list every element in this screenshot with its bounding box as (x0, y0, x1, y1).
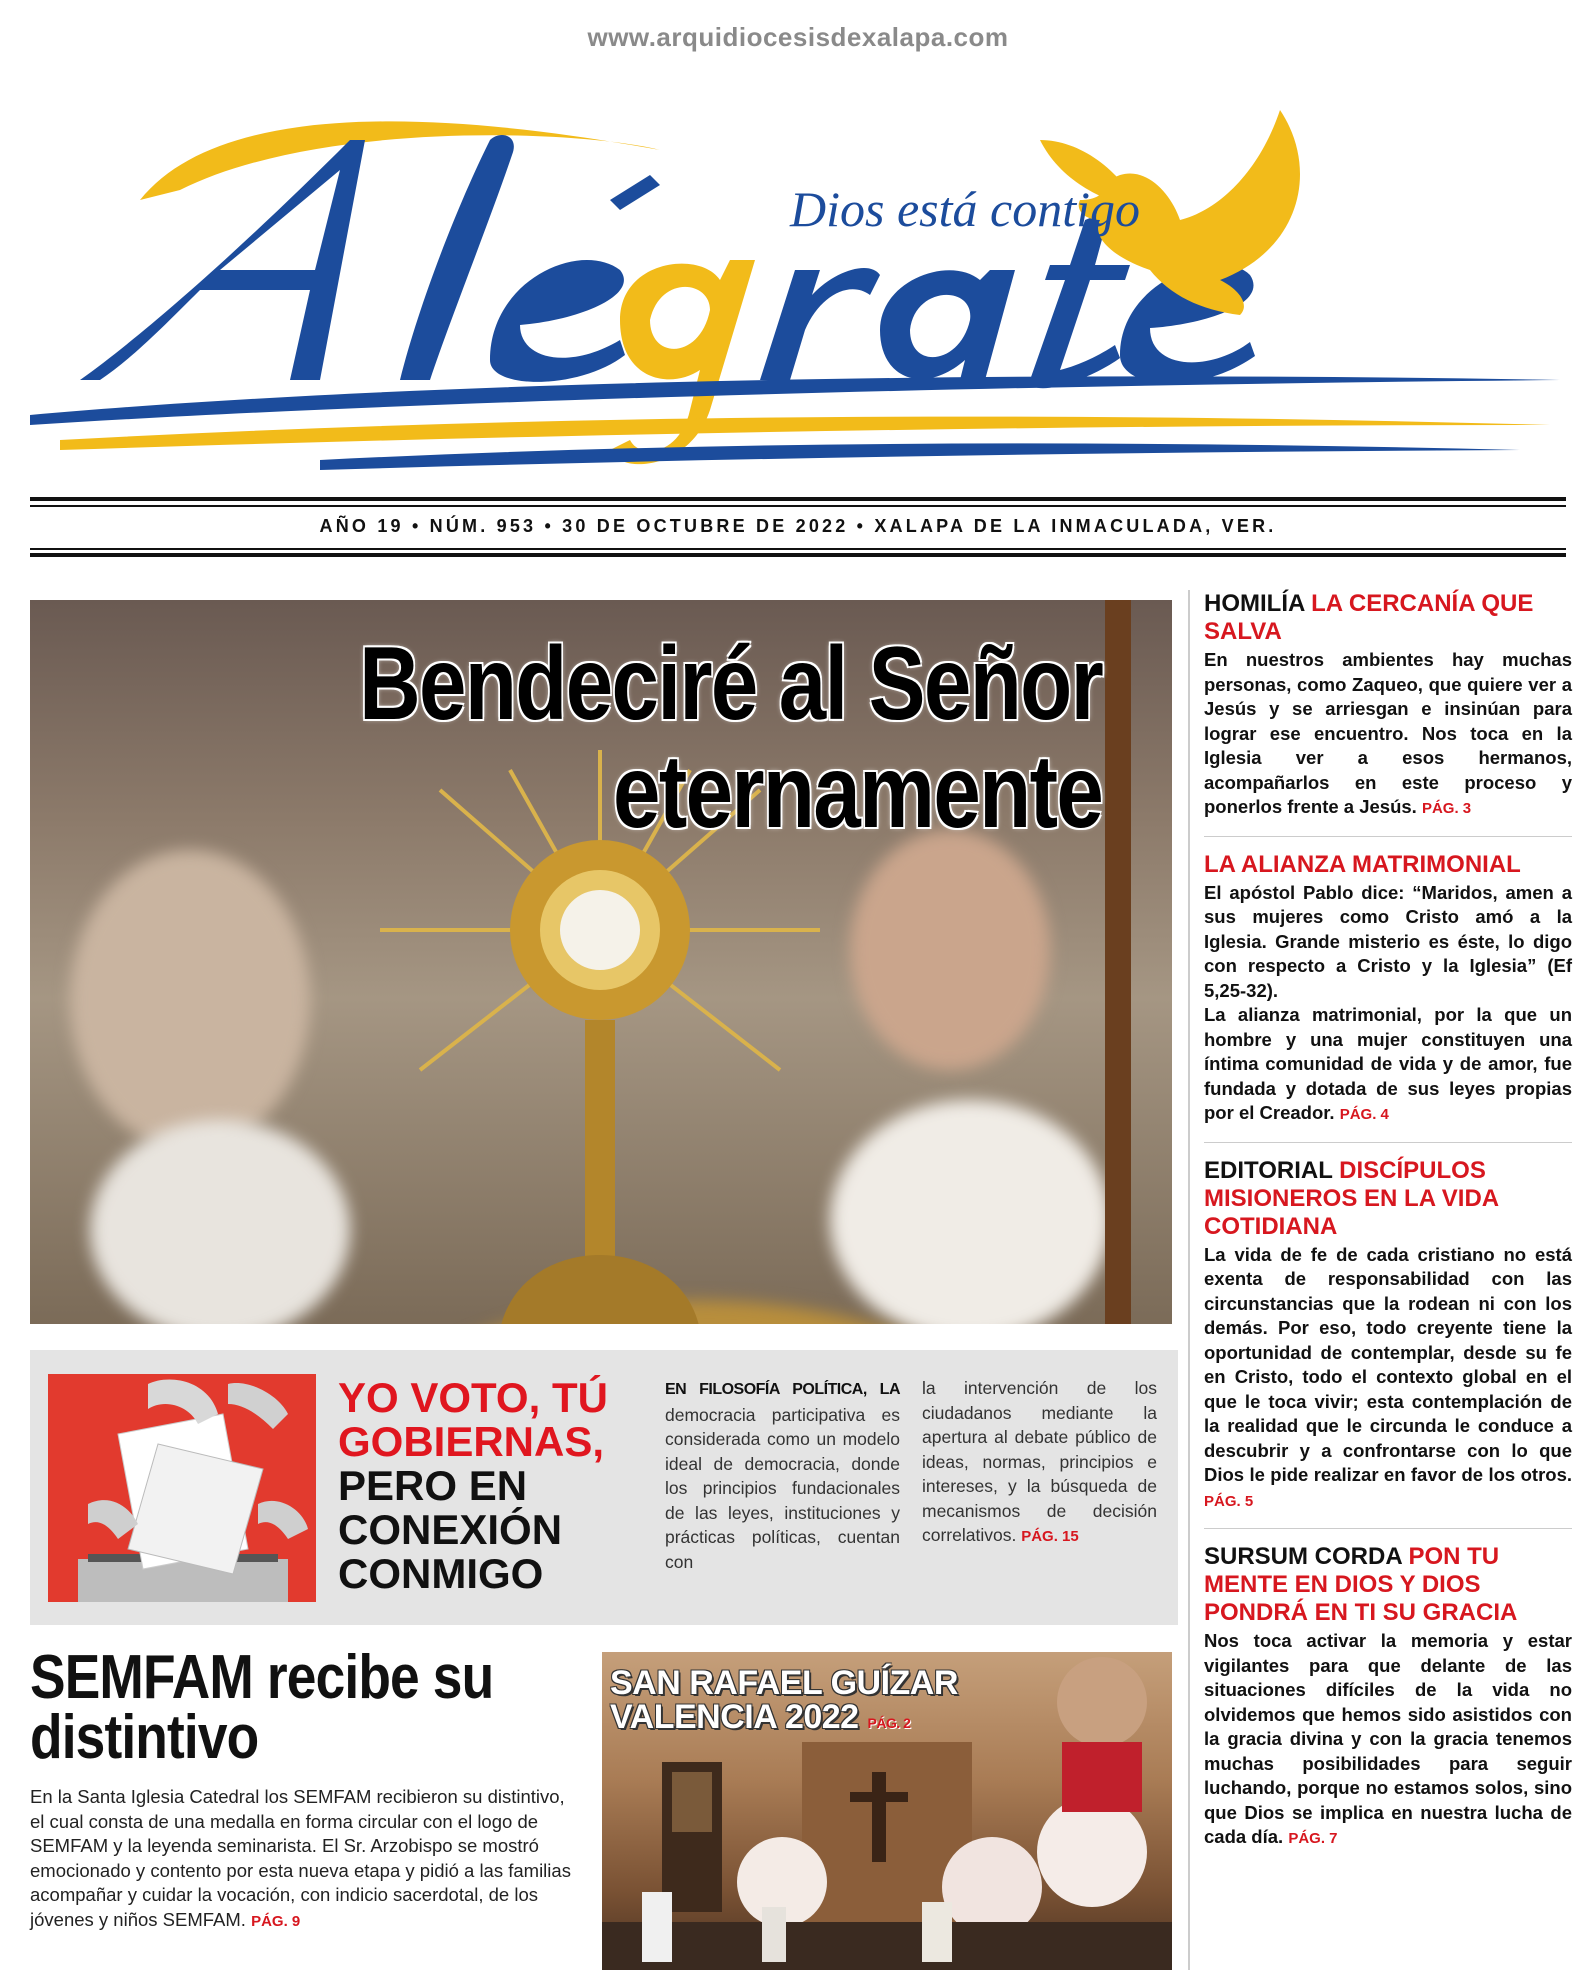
page-reference[interactable]: PÁG. 7 (1288, 1830, 1338, 1847)
vote-text: la intervención de los ciudadanos mediante la apertura al debate público de ideas, normas, principios e intereses, y la búsqueda de mecanismos de decisión correlativos. (922, 1378, 1157, 1545)
ballot-box-image (48, 1374, 316, 1602)
hero-photo[interactable] (30, 600, 1172, 1324)
hero-headline[interactable] (358, 626, 1102, 850)
article-summary-text: La alianza matrimonial, por la que un hombre y una mujer constituyen una íntima comunidad de vida y de amor, fue fundada y dotada de sus leyes propias por el Creador. (1204, 1004, 1572, 1123)
hero-headline-line: eternamente (612, 734, 1102, 850)
vote-lead: EN FILOSOFÍA POLÍTICA, LA (665, 1381, 900, 1398)
article-title: LA CERCANÍA QUE SALVA (1204, 590, 1534, 645)
vote-text: democracia participativa es considerada como un modelo ideal de democracia, donde los principios fundacionales de las leyes, instituciones y prácticas políticas, cuentan con (665, 1404, 900, 1572)
page-reference[interactable]: PÁG. 9 (251, 1912, 301, 1930)
san-rafael-headline-line: VALENCIA 2022 (610, 1698, 859, 1736)
tagline: Dios está contigo (790, 181, 1140, 237)
website-url[interactable]: www.arquidiocesisdexalapa.com (587, 22, 1009, 52)
vote-headline-red: YO VOTO, TÚ GOBIERNAS, (338, 1374, 608, 1465)
sidebar (1188, 590, 1572, 1970)
vote-text-column (922, 1376, 1157, 1550)
semfam-headline[interactable]: SEMFAM recibe su distintivo (30, 1643, 494, 1772)
article-summary-text: En nuestros ambientes hay muchas personas, como Zaqueo, que quiere ver a Jesús y se arriesgan e insinúan para lograr ese encuentro. Nos toca en la Iglesia ver a esos hermanos, acompañarlos en este proceso y ponerlos frente a Jesús. (1204, 649, 1572, 817)
article-headline[interactable] (1204, 590, 1572, 646)
article-headline[interactable] (1204, 1543, 1572, 1627)
vote-text-column (665, 1376, 900, 1574)
article-kicker: SURSUM CORDA (1204, 1543, 1402, 1570)
vote-headline[interactable] (338, 1376, 668, 1596)
masthead-rule (30, 505, 1566, 507)
sidebar-article[interactable] (1204, 1543, 1572, 1866)
masthead (20, 80, 1580, 480)
processional-cross-staff (1105, 600, 1131, 1324)
article-summary (1204, 1243, 1572, 1515)
article-summary (1204, 648, 1572, 822)
article-summary-text: Nos toca activar la memoria y estar vigilantes para que delante de las situaciones difíciles de la vida no olvidemos que hemos sido asistidos con la gracia divina y con la gracia tenemos muchas posibilidades para seguir luchando, porque no estamos solos, sino que Dios se implica en nuestra lucha de cada día. (1204, 1630, 1572, 1847)
article-kicker: EDITORIAL (1204, 1156, 1333, 1184)
sidebar-article[interactable] (1204, 590, 1572, 837)
article-summary-text: El apóstol Pablo dice: “Maridos, amen a sus mujeres como Cristo amó a la Iglesia. Grande misterio es éste, lo digo con respecto a Cristo y la Iglesia” (Ef 5,25-32). (1204, 881, 1572, 1001)
san-rafael-headline-line: SAN RAFAEL GUÍZAR (610, 1664, 958, 1702)
page-reference[interactable]: PÁG. 3 (1421, 800, 1472, 817)
article-summary (1204, 881, 1572, 1128)
vote-headline-black: PERO EN CONEXIÓN CONMIGO (338, 1462, 563, 1597)
article-summary (1204, 1629, 1572, 1852)
article-kicker: HOMILÍA (1204, 590, 1305, 617)
page-reference[interactable]: PÁG. 15 (1021, 1528, 1079, 1545)
article-title: PON TU MENTE EN DIOS Y DIOS PONDRÁ EN TI SU GRACIA (1204, 1543, 1518, 1626)
logo-graphic (20, 80, 1580, 480)
semfam-summary-text: En la Santa Iglesia Catedral los SEMFAM recibieron su distintivo, el cual consta de una medalla en forma circular con el logo de SEMFAM y la leyenda seminarista. El Sr. Arzobispo se mostró emocionado y contento por esta nueva etapa y pidió a las familias acompañar y cuidar la vocación, con indicio sacerdotal, de los jóvenes y niños SEMFAM. (30, 1786, 571, 1930)
page-reference[interactable]: PÁG. 5 (1204, 1492, 1254, 1510)
article-headline[interactable] (1204, 851, 1572, 879)
article-headline[interactable] (1204, 1157, 1572, 1241)
page-reference[interactable]: PÁG. 2 (867, 1715, 911, 1731)
sidebar-article[interactable] (1204, 1157, 1572, 1530)
page-reference[interactable]: PÁG. 4 (1339, 1106, 1389, 1123)
article-summary-text: La vida de fe de cada cristiano no está exenta de responsabilidad con las circunstancias que la rodean ni con los demás. Por eso, todo creyente tiene la oportunidad de contemplar, desde su fe en Cristo, todo el contexto global en el que le toca vivir; esta contemplación de la realidad que le circunda le conduce a descubrir y a confrontarse con lo que Dios le pide realizar en favor de los otros. (1204, 1243, 1572, 1485)
semfam-summary (30, 1785, 580, 1934)
vote-article[interactable] (30, 1350, 1178, 1625)
hero-headline-line: Bendeciré al Señor (358, 626, 1102, 742)
issue-line: AÑO 19 • NÚM. 953 • 30 DE OCTUBRE DE 2022 • XALAPA DE LA INMACULADA, VER. (319, 516, 1277, 536)
masthead-rule (30, 553, 1566, 557)
article-title: LA ALIANZA MATRIMONIAL (1204, 850, 1521, 878)
article-title: DISCÍPULOS MISIONEROS EN LA VIDA COTIDIANA (1204, 1156, 1499, 1240)
masthead-rule (30, 548, 1566, 550)
san-rafael-photo[interactable] (602, 1652, 1172, 1970)
san-rafael-headline[interactable] (610, 1666, 958, 1740)
masthead-rule (30, 497, 1566, 501)
sidebar-article[interactable] (1204, 851, 1572, 1143)
